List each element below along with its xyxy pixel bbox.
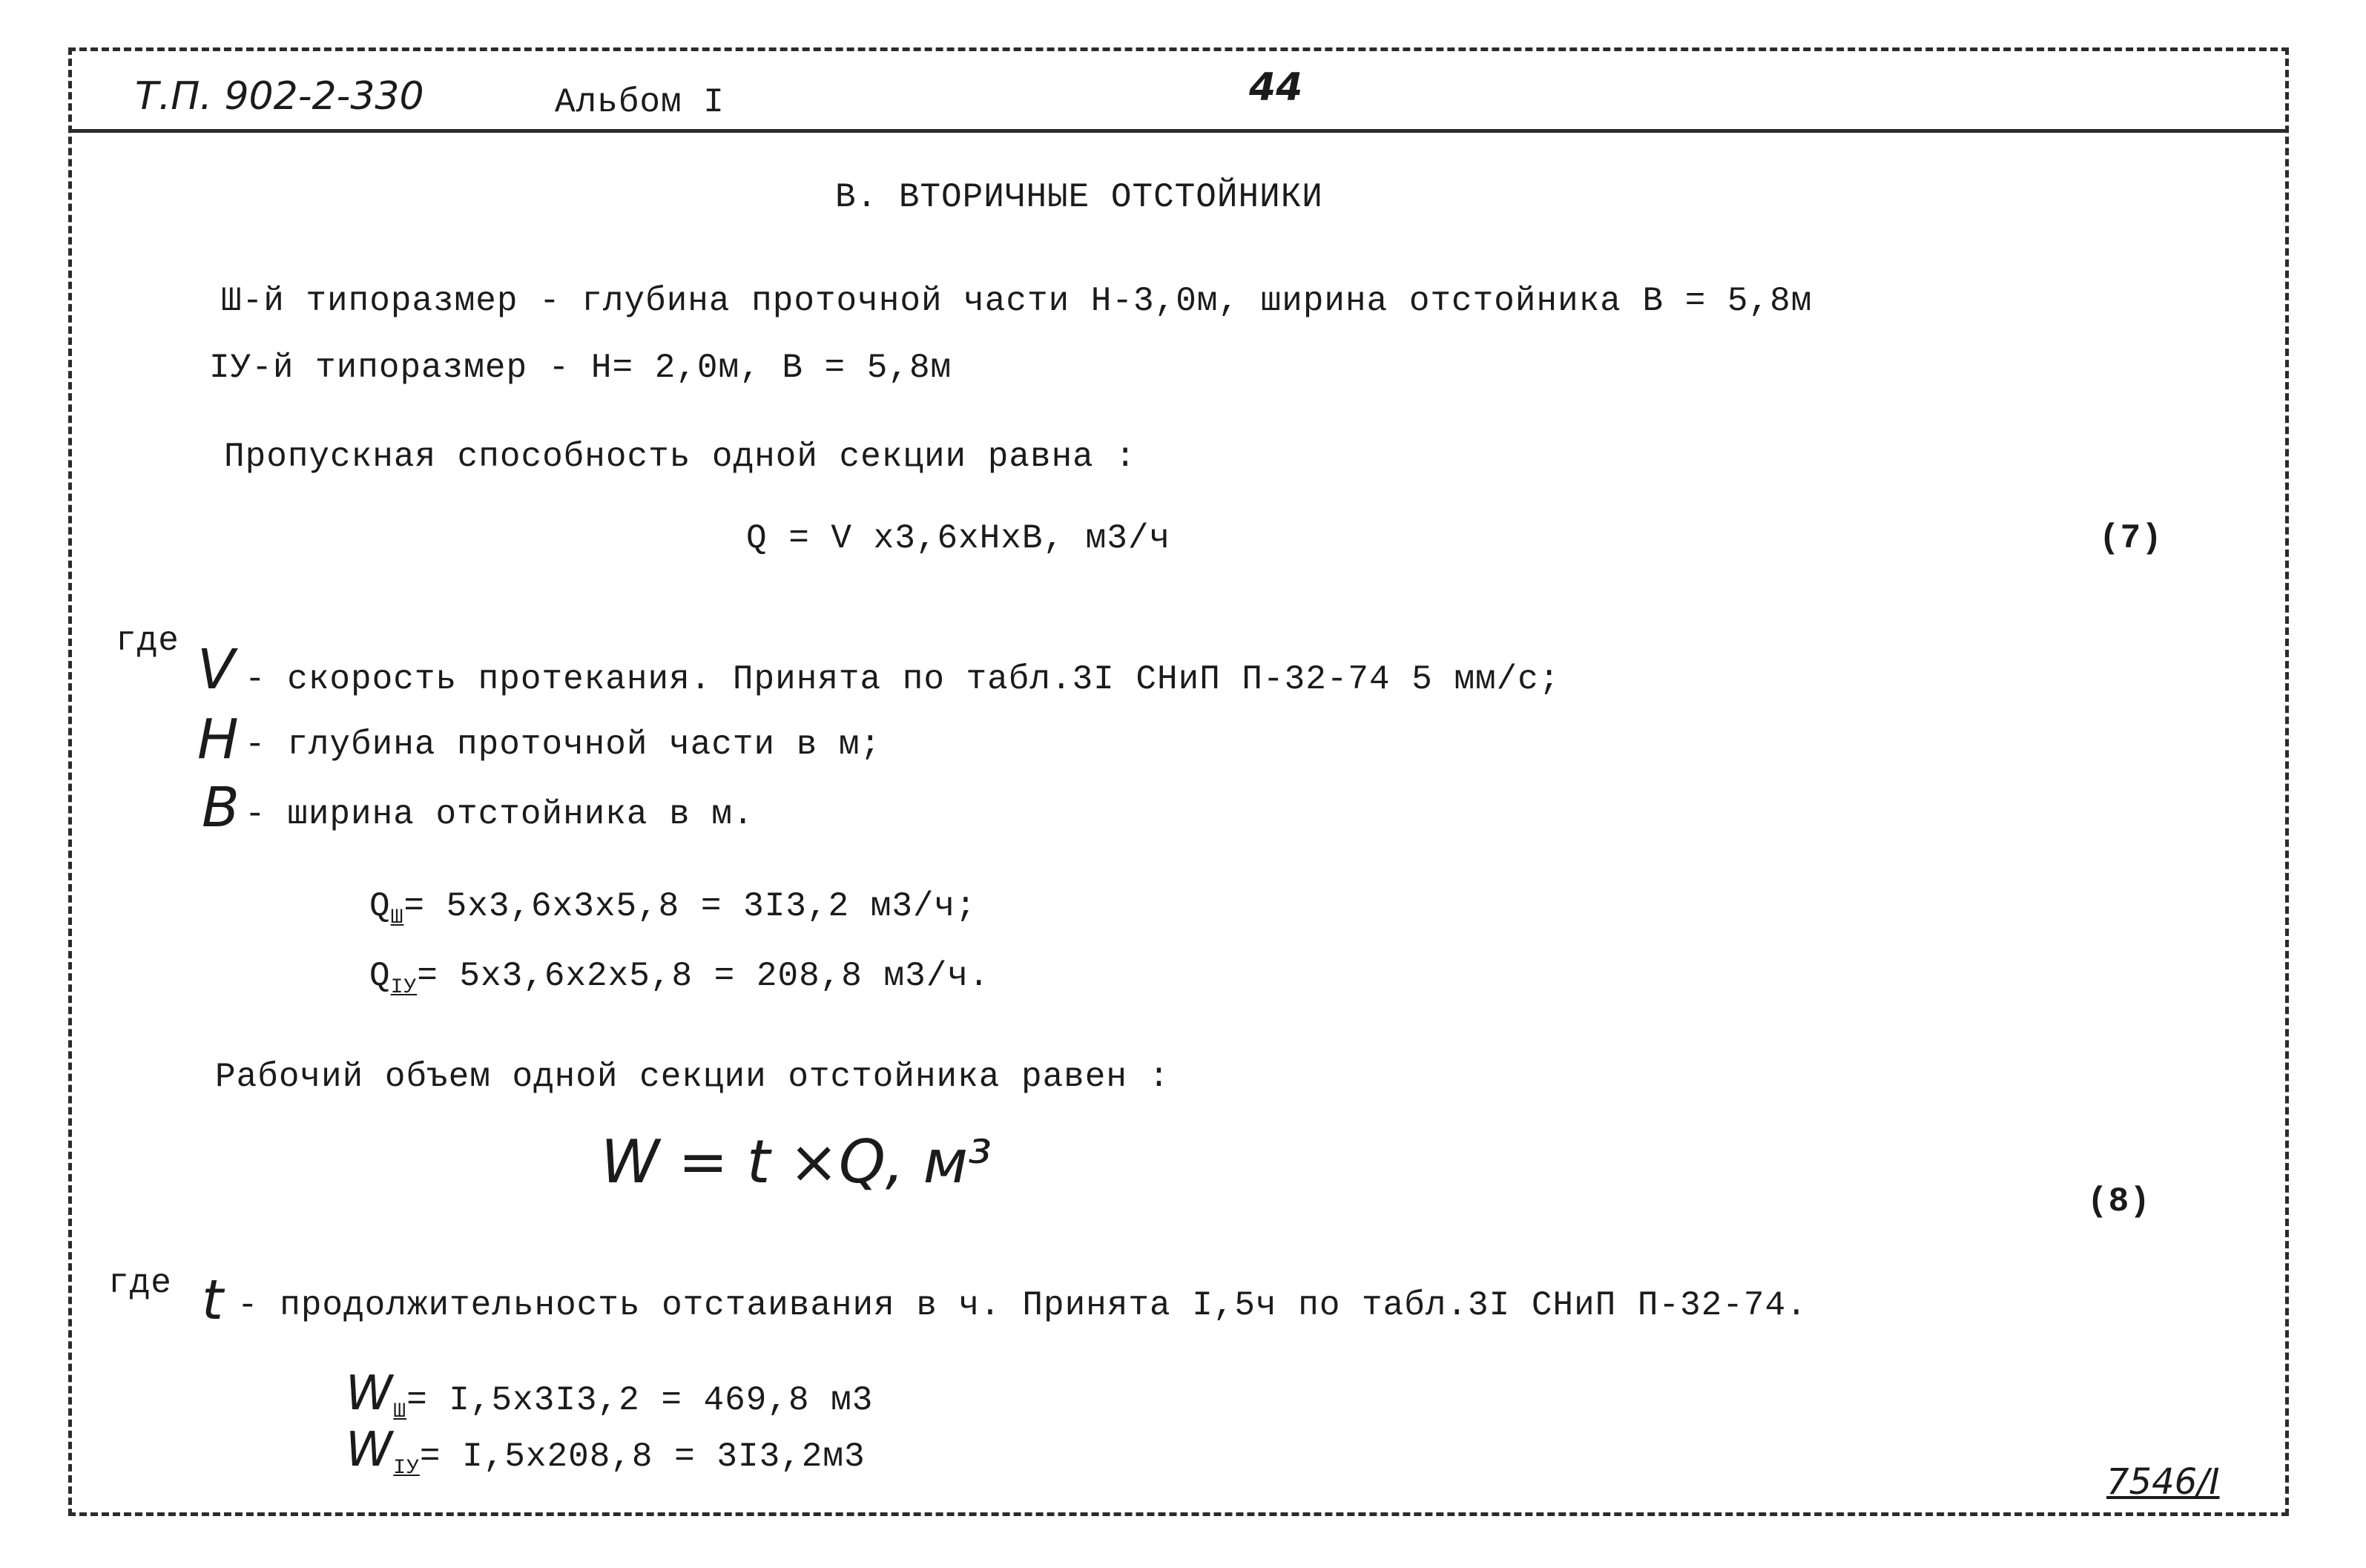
formula-8-number: (8) [2087,1182,2151,1221]
volume-intro: Рабочий объем одной секции отстойника равен : [215,1058,1170,1096]
symbol-v: V [197,638,235,702]
album-label: Альбом I [555,83,725,122]
calc-w3 [346,1366,873,1423]
size-4-description: IУ-й типоразмер - Н= 2,0м, В = 5,8м [209,349,952,387]
calc-w3-expression: = I,5х3I3,2 = 469,8 м3 [406,1381,874,1420]
formula-7-number: (7) [2099,519,2163,558]
section-title: В. ВТОРИЧНЫЕ ОТСТОЙНИКИ [835,178,1323,217]
formula-7: Q = V x3,6xНxВ, м3/ч [746,519,1171,558]
calc-q3-expression: = 5х3,6х3х5,8 = 3I3,2 м3/ч; [403,887,977,926]
definition-b: - ширина отстойника в м. [245,795,754,834]
definition-t: - продолжительность отстаивания в ч. Принята I,5ч по табл.3I СНиП П-32-74. [237,1286,1808,1325]
page-number: 44 [1249,65,1303,110]
definition-h: - глубина проточной части в м; [245,725,882,764]
calc-q3 [369,887,977,929]
size-3-description: Ш-й типоразмер - глубина проточной части Н-3,0м, ширина отстойника В = 5,8м [221,282,1813,320]
inventory-number: 7546/I [2106,1461,2220,1503]
calc-q4-symbol: Q [369,957,391,995]
symbol-t: t [202,1268,224,1332]
definition-v: - скорость протекания. Принята по табл.3I СНиП П-32-74 5 мм/с; [245,660,1561,699]
where-label-1: где [116,622,179,660]
calc-q4 [369,957,990,999]
calc-w4-subscript: IУ [393,1457,420,1480]
where-label-2: где [108,1264,172,1302]
header-divider [68,129,2286,133]
calc-w3-symbol: W [346,1366,394,1421]
formula-8: W = t ×Q, м³ [601,1127,992,1196]
calc-w4-expression: = I,5х208,8 = 3I3,2м3 [419,1437,866,1476]
calc-w4-symbol: W [346,1423,394,1478]
capacity-intro: Пропускная способность одной секции равна : [224,438,1136,476]
symbol-b: B [202,776,240,840]
symbol-h: H [197,708,239,771]
calc-w3-subscript: Ш [393,1400,407,1423]
calc-q4-expression: = 5х3,6х2х5,8 = 208,8 м3/ч. [417,957,990,995]
doc-code: Т.П. 902-2-330 [135,74,424,119]
calc-q3-symbol: Q [369,887,391,926]
calc-w4 [346,1423,866,1480]
calc-q3-subscript: Ш [390,906,404,929]
calc-q4-subscript: IУ [390,976,418,999]
